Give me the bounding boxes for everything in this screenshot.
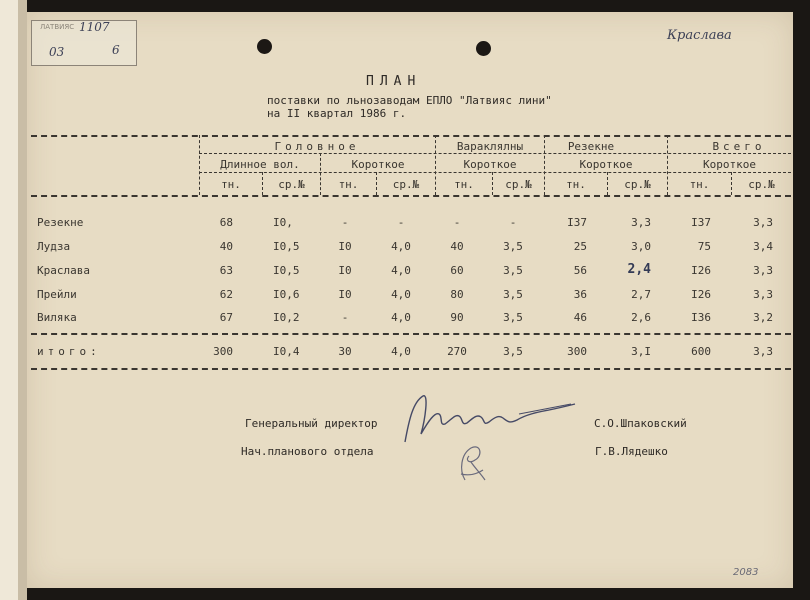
signature-name-director: С.О.Шпаковский	[594, 417, 687, 430]
table-cell: 75	[697, 240, 711, 253]
table-subgroup-rule	[199, 172, 791, 173]
unit-header: ср.№	[505, 178, 532, 191]
row-name-preili: Прейли	[37, 288, 77, 301]
table-cell: 3,5	[503, 264, 523, 277]
table-cell: 80	[450, 288, 464, 301]
unit-header: ср.№	[278, 178, 305, 191]
table-cell: 3,2	[753, 311, 773, 324]
table-cell: I26	[691, 264, 711, 277]
table-cell: 3,3	[631, 216, 651, 229]
planning-head-signature	[451, 440, 491, 484]
table-cell: 56	[573, 264, 587, 277]
unit-header: тн.	[566, 178, 586, 191]
table-total-top-rule	[31, 333, 791, 335]
unit-header: тн.	[454, 178, 474, 191]
total-cell: 300	[567, 345, 587, 358]
signature-role-planning: Нач.планового отдела	[241, 445, 374, 458]
table-cell: I37	[691, 216, 711, 229]
unit-header: ср.№	[392, 178, 420, 191]
table-cell: 4,0	[391, 288, 411, 301]
archive-sheet-number: 2083	[733, 567, 759, 578]
signature-name-planning: Г.В.Лядешко	[595, 445, 668, 458]
table-cell: -	[509, 216, 517, 229]
table-cell: 40	[450, 240, 464, 253]
stamp-right-number: 6	[112, 43, 120, 57]
table-cell: 3,4	[753, 240, 773, 253]
table-bottom-rule	[31, 368, 791, 370]
stamp-left-number: 03	[49, 45, 65, 59]
handwritten-location-note: Краслава	[667, 28, 732, 43]
total-cell: 3,I	[631, 345, 651, 358]
table-cell: 3,0	[631, 240, 651, 253]
subgroup-header-long-fiber: Длинное вол.	[220, 158, 300, 171]
table-cell: -	[453, 216, 461, 229]
stamp-text: ЛАТВИЯС	[40, 23, 75, 31]
unit-header: тн.	[338, 178, 359, 191]
table-top-rule	[31, 135, 791, 137]
table-cell: 4,0	[391, 264, 411, 277]
unit-header: ср.№	[748, 178, 775, 191]
subgroup-header-short: Короткое	[579, 158, 633, 171]
table-cell: I0,	[273, 216, 293, 229]
table-cell: 46	[573, 311, 587, 324]
total-cell: 270	[447, 345, 467, 358]
row-name-vilyaka: Виляка	[37, 311, 77, 324]
table-cell: 3,3	[753, 216, 773, 229]
punch-hole-right	[476, 41, 491, 56]
total-cell: 300	[213, 345, 233, 358]
group-header-golovnoe: Головное	[274, 140, 360, 153]
signature-role-director: Генеральный директор	[245, 417, 378, 430]
table-cell: 3,5	[503, 288, 523, 301]
table-cell: I37	[567, 216, 587, 229]
table-header-bottom-rule	[31, 195, 791, 197]
table-cell: 2,6	[631, 311, 651, 324]
unit-header: ср.№	[624, 178, 651, 191]
table-cell: 60	[450, 264, 464, 277]
table-cell: 36	[573, 288, 587, 301]
table-cell: 4,0	[391, 311, 411, 324]
total-cell: 3,5	[503, 345, 523, 358]
table-cell: I0,5	[273, 264, 300, 277]
table-cell: 68	[219, 216, 233, 229]
document-title: ПЛАН	[366, 74, 422, 89]
stamp-number: 1107	[79, 20, 110, 34]
total-cell: 30	[338, 345, 352, 358]
group-header-varaklyany: Вараклялны	[456, 140, 524, 153]
unit-header: тн.	[689, 178, 710, 191]
total-row-label: итого:	[37, 345, 101, 358]
table-cell: 67	[219, 311, 233, 324]
table-cell: I0,2	[273, 311, 300, 324]
table-cell: 63	[219, 264, 233, 277]
document-subtitle-line2: на II квартал 1986 г.	[267, 107, 407, 120]
table-cell: 3,5	[503, 311, 523, 324]
table-cell: 3,3	[753, 264, 773, 277]
group-header-rezekne: Резекне	[567, 140, 615, 153]
table-cell: -	[341, 311, 349, 324]
table-cell-handwritten: 2,4	[627, 262, 651, 277]
table-cell: I36	[691, 311, 711, 324]
table-cell: I26	[691, 288, 711, 301]
table-cell: I0	[338, 264, 352, 277]
total-cell: 600	[691, 345, 711, 358]
table-cell: 4,0	[391, 240, 411, 253]
table-cell: 2,7	[631, 288, 651, 301]
punch-hole-left	[257, 39, 272, 54]
subgroup-header-short: Короткое	[703, 158, 756, 171]
table-cell: I0,5	[273, 240, 300, 253]
table-cell: 90	[450, 311, 464, 324]
table-cell: 40	[219, 240, 233, 253]
table-cell: 3,3	[753, 288, 773, 301]
table-cell: I0,6	[273, 288, 300, 301]
document-subtitle-line1: поставки по льнозаводам ЕПЛО "Латвияс лини"	[267, 94, 552, 107]
table-cell: 25	[573, 240, 587, 253]
total-cell: I0,4	[273, 345, 300, 358]
table-cell: -	[397, 216, 405, 229]
total-cell: 3,3	[753, 345, 773, 358]
row-name-rezekne: Резекне	[37, 216, 84, 229]
table-cell: -	[341, 216, 349, 229]
table-cell: 62	[219, 288, 233, 301]
table-cell: I0	[338, 240, 352, 253]
subgroup-header-short: Короткое	[351, 158, 405, 171]
binding-spine	[18, 0, 27, 600]
group-header-total: Всего	[712, 140, 766, 153]
subgroup-header-short: Короткое	[463, 158, 517, 171]
table-group-rule	[199, 153, 791, 154]
unit-header: тн.	[221, 178, 241, 191]
table-cell: 3,5	[503, 240, 523, 253]
total-cell: 4,0	[391, 345, 411, 358]
document-sheet	[27, 12, 793, 588]
table-cell: I0	[338, 288, 352, 301]
row-name-kraslava: Краслава	[37, 264, 90, 277]
row-name-ludza: Лудза	[37, 240, 71, 253]
